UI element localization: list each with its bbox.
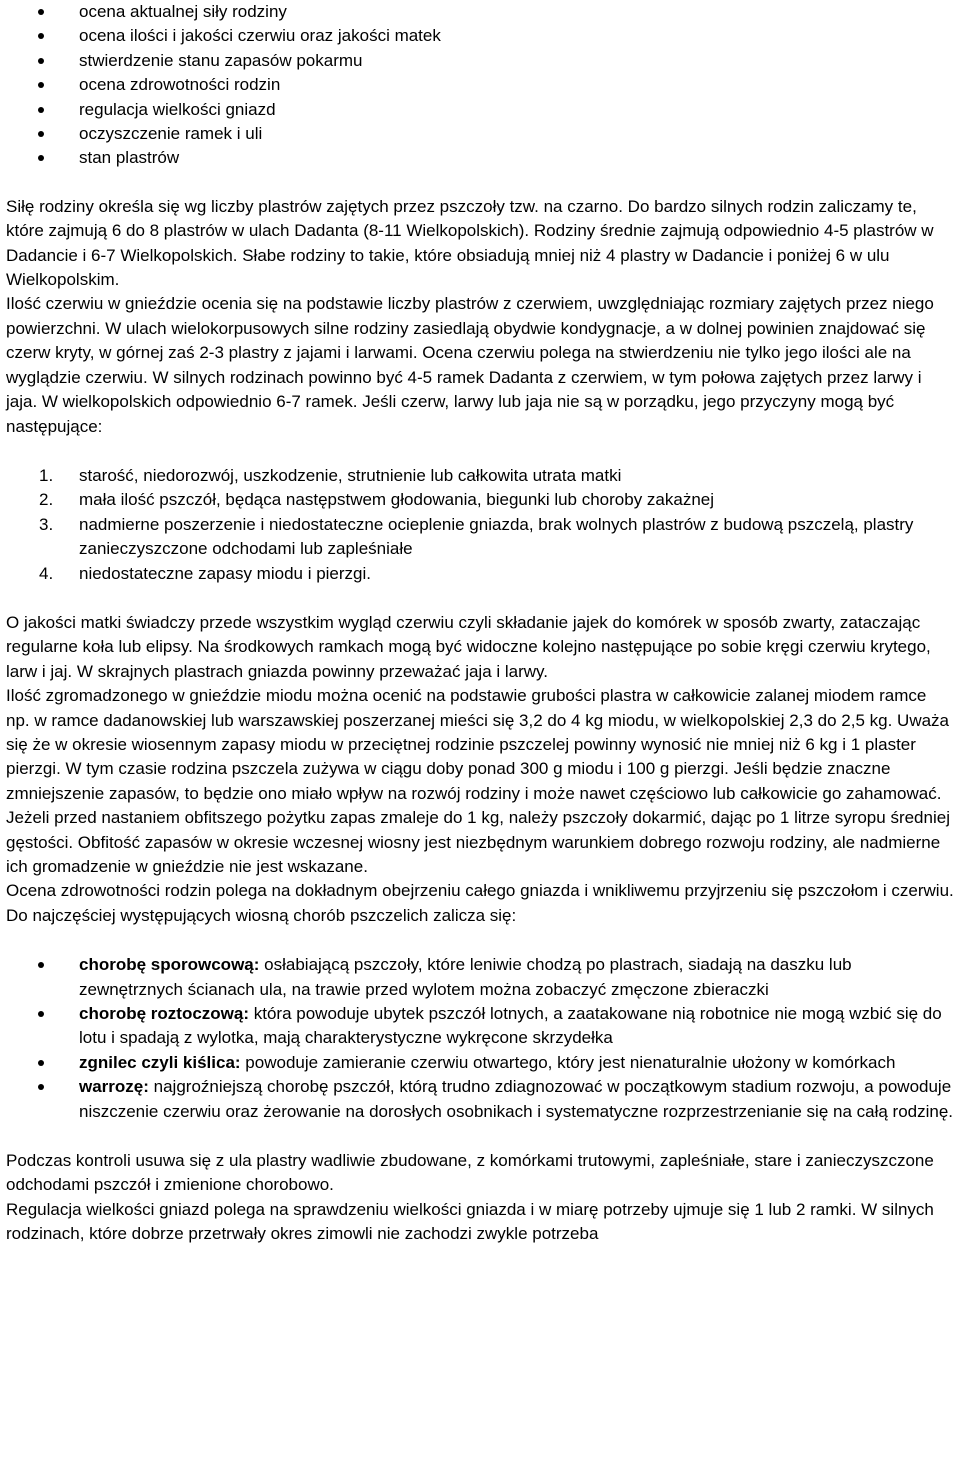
paragraph-honey-stores: Ilość zgromadzonego w gnieździe miodu można ocenić na podstawie grubości plastra w całkowicie zalanej miodem ramce np. w ramce dadanowskiej lub warszawskiej poszerzanej mieści się 3,2 do 4 kg miodu, w wielkopolskiej 2,3 do 2,5 kg. Uważa się że w okresie wiosennym zapasy miodu w przeciętnej rodzinie pszczelej powinny wynosić nie mniej niż 6 kg i 1 plaster pierzgi. W tym czasie rodzina pszczela zużywa w ciągu doby ponad 300 g miodu i 100 g pierzgi. Jeśli będzie znaczne zmniejszenie zapasów, to będzie ono miało wpływ na rozwój rodziny i może nawet częściowo lub całkowicie go zahamować. Jeżeli przed nastaniem obfitszego pożytku zapas zmaleje do 1 kg, należy pszczoły dokarmić, dając po 1 litrze syropu średniej gęstości. Obfitość zapasów w okresie wczesnej wiosny jest niezbędnym warunkiem dobrego rozwoju rodziny, ale nadmierne ich gromadzenie w gnieździe nie jest wskazane. [6,686,950,876]
list-item: stan plastrów [6,146,954,170]
bullet-icon [38,107,44,113]
bullet-icon [38,82,44,88]
paragraph-colony-health: Ocena zdrowotności rodzin polega na dokładnym obejrzeniu całego gniazda i wnikliwemu przyjrzeniu się pszczołom i czerwiu. Do najczęściej występujących wiosną chorób pszczelich zalicza się: [6,881,954,925]
list-item: zgnilec czyli kiślica: powoduje zamieranie czerwiu otwartego, który jest nienaturalnie ułożony w komórkach [6,1051,954,1075]
bullet-icon [38,155,44,161]
list-item: 3. nadmierne poszerzenie i niedostateczne ocieplenie gniazda, brak wolnych plastrów z budową pszczelą, plastry zanieczyszczone odchodami lub zapleśniałe [39,514,914,559]
list-item: ocena ilości i jakości czerwiu oraz jakości matek [6,24,954,48]
diseases-list [6,953,954,1124]
list-item: chorobę roztoczową: która powoduje ubytek pszczół lotnych, a zaatakowane nią robotnice nie mogą wzbić się do lotu i spadają z wylotka, mają charakterystyczne wykręcone skrzydełka [6,1002,954,1051]
list-item: 2. mała ilość pszczół, będąca następstwem głodowania, biegunki lub choroby zakażnej [39,490,715,510]
bullet-icon [38,1084,44,1090]
list-item: oczyszczenie ramek i uli [6,122,954,146]
bullet-icon [38,58,44,64]
paragraph-comb-removal: Podczas kontroli usuwa się z ula plastry wadliwie zbudowane, z komórkami trutowymi, zapleśniałe, stare i zanieczyszczone odchodami pszczół i zmienione chorobowo. [6,1151,934,1195]
list-item: ocena aktualnej siły rodziny [6,0,954,24]
list-item: chorobę sporowcową: osłabiającą pszczoły, które leniwie chodzą po plastrach, siadają na daszku lub zewnętrznych ścianach ula, na trawie przed wylotem można zobaczyć zmęczone zbieraczki [6,953,954,1002]
bullet-icon [38,33,44,39]
paragraph-brood: Ilość czerwiu w gnieździe ocenia się na podstawie liczby plastrów z czerwiem, uwzględniając rozmiary zajętych przez niego powierzchni. W ulach wielokorpusowych silne rodziny zasiedlają obydwie kondygnacje, a w dolnej powinien znajdować się czerw kryty, w górnej zaś 2-3 plastry z jajami i larwami. Ocena czerwiu polega na stwierdzeniu nie tylko jego ilości ale na wyglądzie czerwiu. W silnych rodzinach powinno być 4-5 ramek Dadanta z czerwiem, w tym połowa zajętych przez larwy i jaja. W wielkopolskich odpowiednio 6-7 ramek. Jeśli czerw, larwy lub jaja nie są w porządku, jego przyczyny mogą być następujące: [6,294,934,436]
list-item: 4. niedostateczne zapasy miodu i pierzgi. [39,563,371,583]
list-item: stwierdzenie stanu zapasów pokarmu [6,49,954,73]
list-item: ocena zdrowotności rodzin [6,73,954,97]
paragraph-queen-quality: O jakości matki świadczy przede wszystkim wygląd czerwiu czyli składanie jajek do komórek w sposób zwarty, zataczając regularne koła lub elipsy. Na środkowych ramkach mogą być widoczne kolejno następujące po sobie kręgi czerwiu krytego, larw i jaj. W skrajnych plastrach gniazda powinny przeważać jaja i larwy. [6,612,931,681]
paragraph-nest-regulation: Regulacja wielkości gniazd polega na sprawdzeniu wielkości gniazda i w miarę potrzeby ujmuje się 1 lub 2 ramki. W silnych rodzinach, które dobrze przetrwały okres zimowli nie zachodzi zwykle potrzeba [6,1199,934,1244]
bullet-icon [38,1011,44,1017]
list-item: 1. starość, niedorozwój, uszkodzenie, strutnienie lub całkowita utrata matki [39,465,622,485]
bullet-icon [38,1060,44,1066]
paragraph-colony-strength: Siłę rodziny określa się wg liczby plastrów zajętych przez pszczoły tzw. na czarno. Do bardzo silnych rodzin zaliczamy te, które zajmują 6 do 8 plastrów w ulach Dadanta (8-11 Wielkopolskich). Rodziny średnie zajmują odpowiednio 4-5 plastrów w Dadancie i 6-7 Wielkopolskich. Słabe rodziny to takie, które obsiadują mniej niż 4 plastry w Dadancie i poniżej 6 w ulu Wielkopolskim. [6,196,934,290]
brood-causes-list [6,464,954,586]
document-page [6,0,954,1247]
inspection-tasks-list [6,0,954,171]
bullet-icon [38,9,44,15]
list-item: regulacja wielkości gniazd [6,98,954,122]
bullet-icon [38,962,44,968]
bullet-icon [38,131,44,137]
list-item: warrozę: najgroźniejszą chorobę pszczół, którą trudno zdiagnozować w początkowym stadium rozwoju, a powoduje niszczenie czerwiu oraz żerowanie na dorosłych osobnikach i systematyczne rozprzestrzenianie się na całą rodzinę. [6,1075,954,1124]
